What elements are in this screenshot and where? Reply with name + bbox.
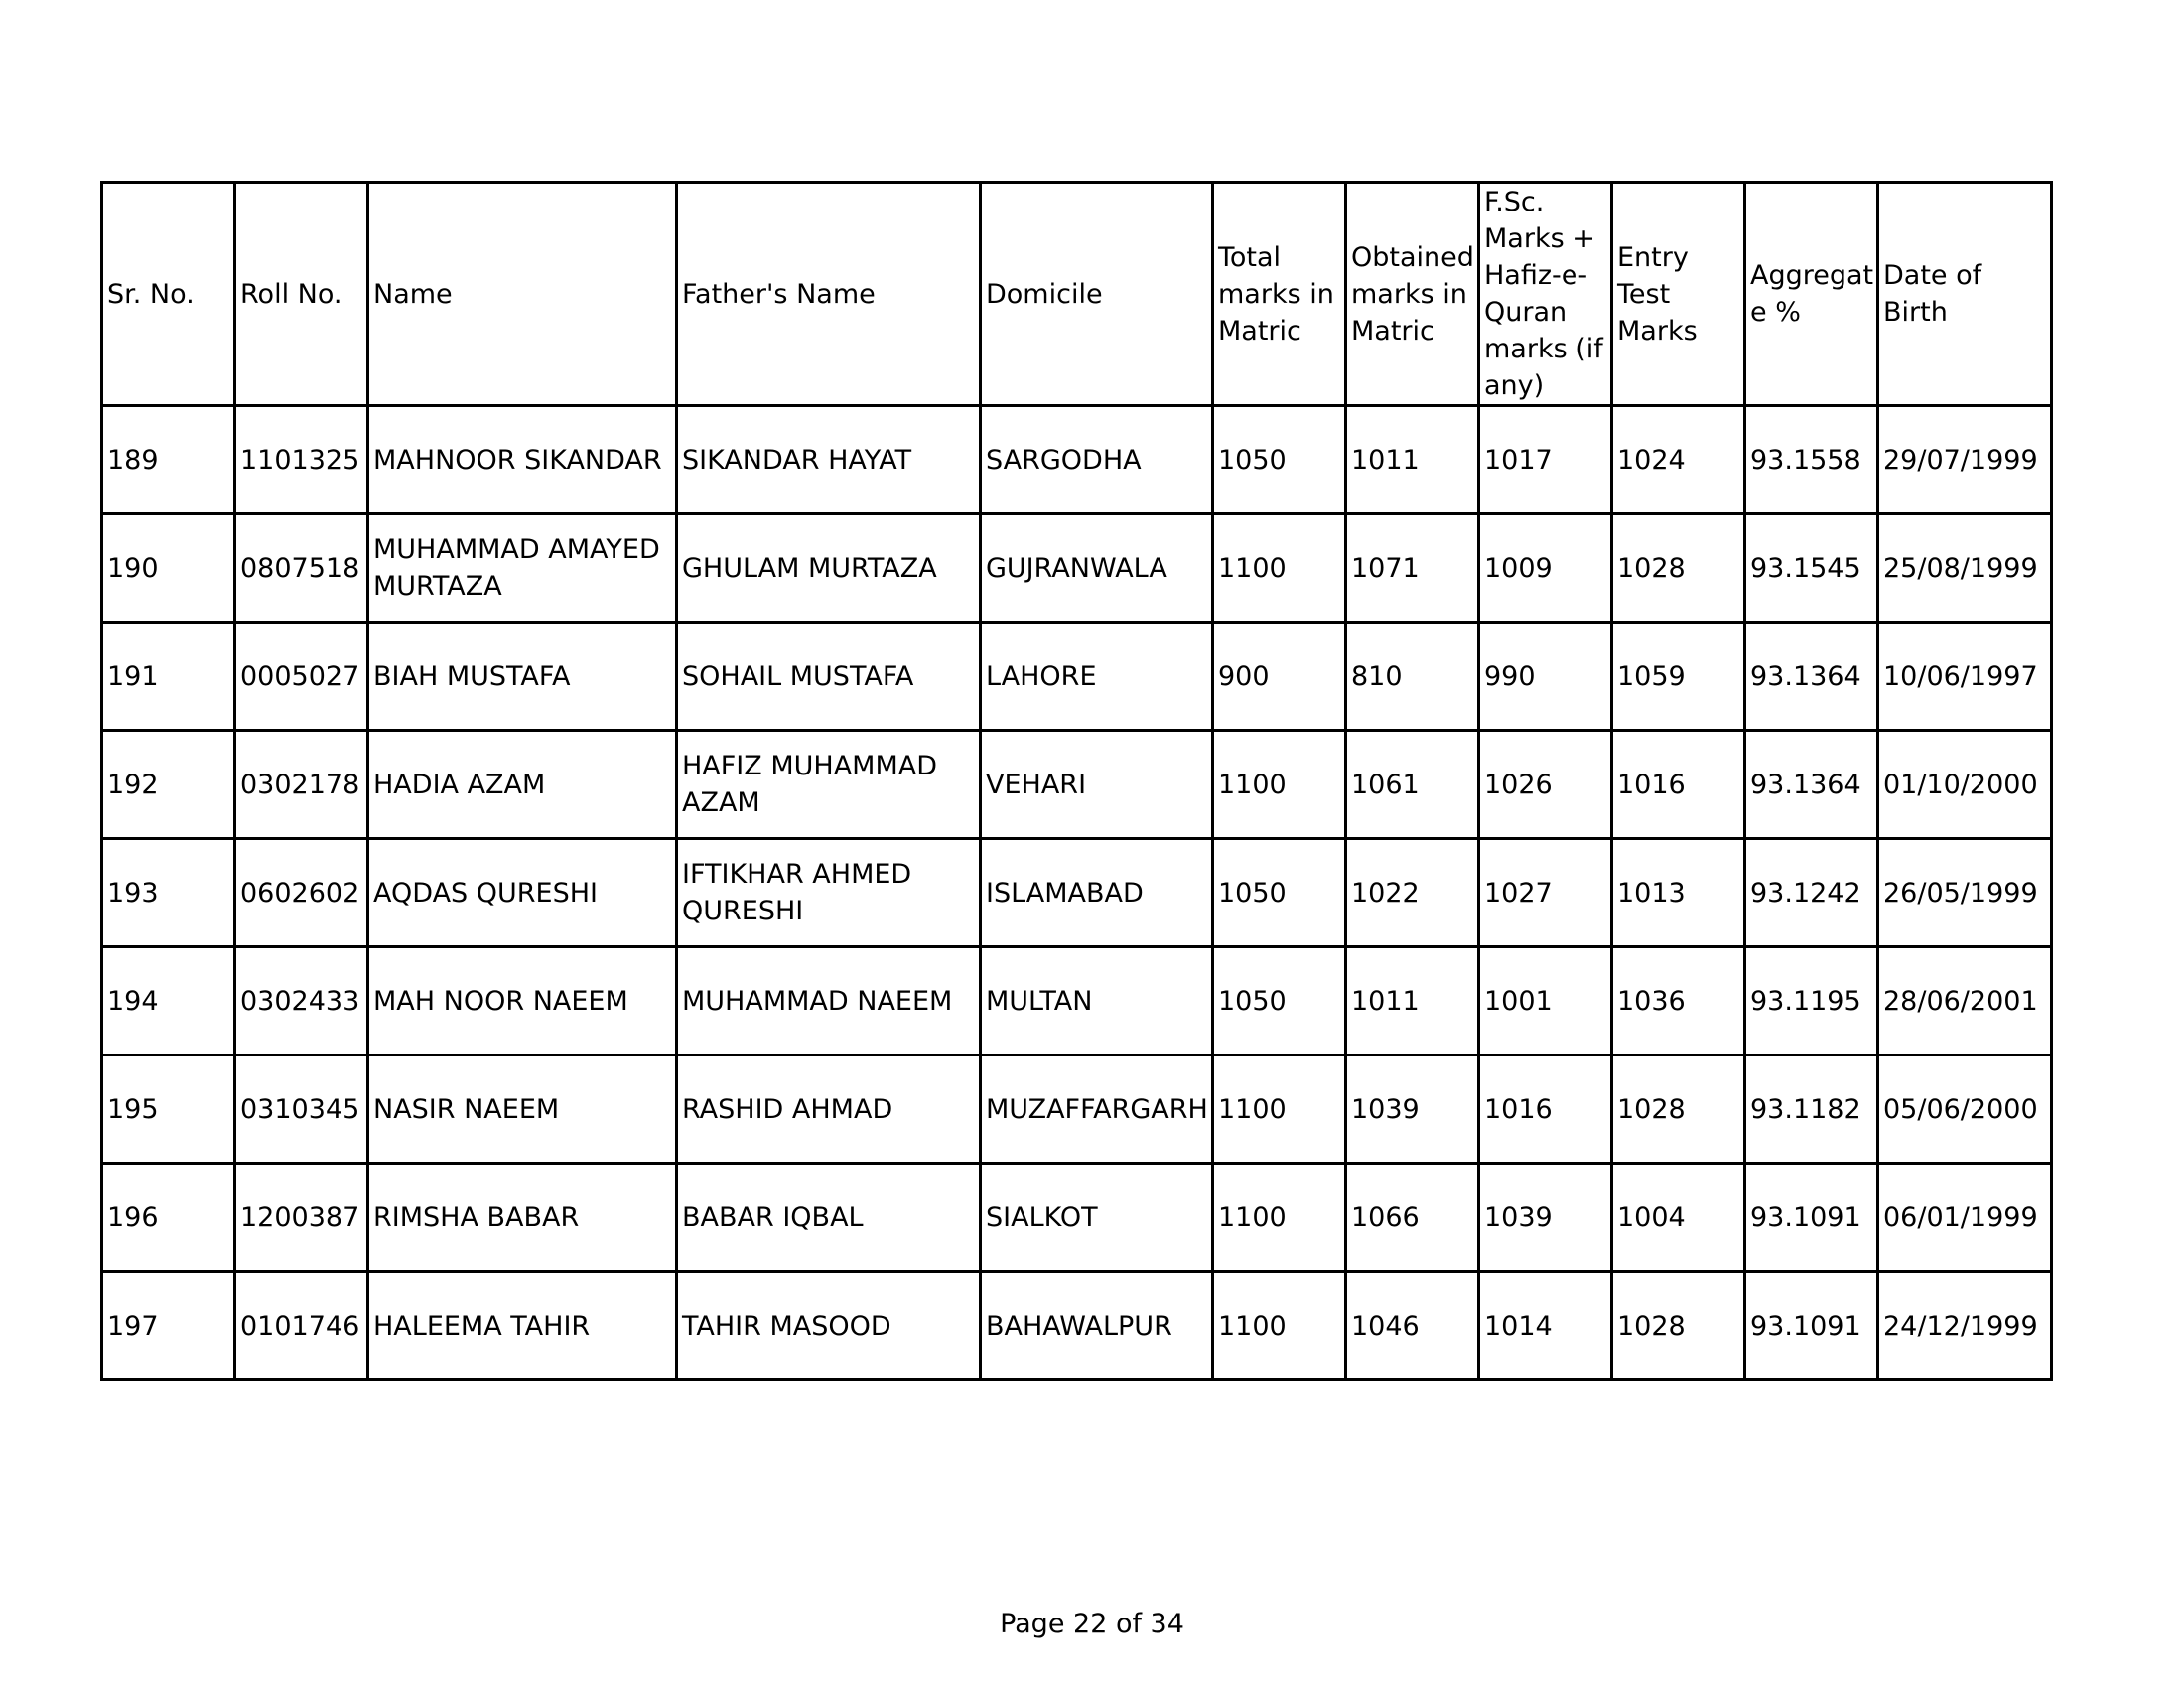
- page-number: Page 22 of 34: [1000, 1609, 1184, 1639]
- cell-date-of-birth: 24/12/1999: [1878, 1272, 2052, 1380]
- table-row: [102, 731, 2052, 839]
- cell-domicile: BAHAWALPUR: [981, 1272, 1213, 1380]
- cell-name: HALEEMA TAHIR: [368, 1272, 677, 1380]
- cell-total-matric: 1100: [1213, 1164, 1346, 1272]
- cell-fsc-marks: 1009: [1479, 514, 1612, 623]
- cell-aggregate: 93.1364: [1745, 623, 1878, 731]
- table-row: [102, 514, 2052, 623]
- cell-total-matric: 1100: [1213, 731, 1346, 839]
- header-date-of-birth: Date of Birth: [1878, 183, 2052, 406]
- cell-roll-no: 0310345: [235, 1055, 368, 1164]
- cell-fathers-name: GHULAM MURTAZA: [677, 514, 981, 623]
- table-row: [102, 623, 2052, 731]
- cell-roll-no: 0302433: [235, 947, 368, 1055]
- table-row: [102, 839, 2052, 947]
- cell-obtained-matric: 1022: [1346, 839, 1479, 947]
- cell-domicile: SARGODHA: [981, 406, 1213, 514]
- cell-domicile: MUZAFFARGARH: [981, 1055, 1213, 1164]
- cell-fathers-name: HAFIZ MUHAMMAD AZAM: [677, 731, 981, 839]
- cell-roll-no: 0302178: [235, 731, 368, 839]
- cell-name: BIAH MUSTAFA: [368, 623, 677, 731]
- header-total-matric: Total marks in Matric: [1213, 183, 1346, 406]
- cell-obtained-matric: 1046: [1346, 1272, 1479, 1380]
- cell-aggregate: 93.1242: [1745, 839, 1878, 947]
- cell-roll-no: 0602602: [235, 839, 368, 947]
- header-domicile: Domicile: [981, 183, 1213, 406]
- header-aggregate: Aggregate %: [1745, 183, 1878, 406]
- cell-total-matric: 1100: [1213, 514, 1346, 623]
- merit-list-table: [100, 181, 2053, 1381]
- cell-sr-no: 192: [102, 731, 235, 839]
- header-name: Name: [368, 183, 677, 406]
- cell-date-of-birth: 26/05/1999: [1878, 839, 2052, 947]
- cell-roll-no: 1101325: [235, 406, 368, 514]
- cell-aggregate: 93.1195: [1745, 947, 1878, 1055]
- header-sr-no: Sr. No.: [102, 183, 235, 406]
- cell-sr-no: 190: [102, 514, 235, 623]
- cell-total-matric: 1100: [1213, 1272, 1346, 1380]
- cell-fathers-name: RASHID AHMAD: [677, 1055, 981, 1164]
- cell-name: AQDAS QURESHI: [368, 839, 677, 947]
- cell-aggregate: 93.1364: [1745, 731, 1878, 839]
- cell-total-matric: 1050: [1213, 406, 1346, 514]
- table-row: [102, 1164, 2052, 1272]
- cell-domicile: VEHARI: [981, 731, 1213, 839]
- cell-sr-no: 189: [102, 406, 235, 514]
- cell-obtained-matric: 810: [1346, 623, 1479, 731]
- cell-aggregate: 93.1091: [1745, 1272, 1878, 1380]
- header-fsc-marks: F.Sc. Marks + Hafiz-e-Quran marks (if any): [1479, 183, 1612, 406]
- header-entry-test: Entry Test Marks: [1612, 183, 1745, 406]
- cell-entry-test: 1059: [1612, 623, 1745, 731]
- header-roll-no: Roll No.: [235, 183, 368, 406]
- cell-aggregate: 93.1182: [1745, 1055, 1878, 1164]
- cell-name: MUHAMMAD AMAYED MURTAZA: [368, 514, 677, 623]
- cell-name: HADIA AZAM: [368, 731, 677, 839]
- cell-date-of-birth: 28/06/2001: [1878, 947, 2052, 1055]
- cell-sr-no: 193: [102, 839, 235, 947]
- cell-sr-no: 195: [102, 1055, 235, 1164]
- cell-domicile: GUJRANWALA: [981, 514, 1213, 623]
- cell-fathers-name: SOHAIL MUSTAFA: [677, 623, 981, 731]
- cell-aggregate: 93.1558: [1745, 406, 1878, 514]
- cell-fsc-marks: 1017: [1479, 406, 1612, 514]
- cell-roll-no: 0005027: [235, 623, 368, 731]
- cell-fsc-marks: 1027: [1479, 839, 1612, 947]
- cell-roll-no: 0101746: [235, 1272, 368, 1380]
- cell-domicile: ISLAMABAD: [981, 839, 1213, 947]
- cell-fsc-marks: 1039: [1479, 1164, 1612, 1272]
- table-row: [102, 947, 2052, 1055]
- cell-roll-no: 1200387: [235, 1164, 368, 1272]
- cell-fathers-name: BABAR IQBAL: [677, 1164, 981, 1272]
- cell-obtained-matric: 1039: [1346, 1055, 1479, 1164]
- header-obtained-matric: Obtained marks in Matric: [1346, 183, 1479, 406]
- cell-aggregate: 93.1091: [1745, 1164, 1878, 1272]
- cell-fathers-name: IFTIKHAR AHMED QURESHI: [677, 839, 981, 947]
- cell-date-of-birth: 06/01/1999: [1878, 1164, 2052, 1272]
- cell-obtained-matric: 1061: [1346, 731, 1479, 839]
- table-header: [102, 183, 2052, 406]
- cell-fathers-name: SIKANDAR HAYAT: [677, 406, 981, 514]
- cell-date-of-birth: 25/08/1999: [1878, 514, 2052, 623]
- table-row: [102, 1272, 2052, 1380]
- cell-entry-test: 1028: [1612, 1055, 1745, 1164]
- cell-total-matric: 1050: [1213, 947, 1346, 1055]
- table-body: [102, 406, 2052, 1380]
- cell-name: RIMSHA BABAR: [368, 1164, 677, 1272]
- cell-name: NASIR NAEEM: [368, 1055, 677, 1164]
- cell-fsc-marks: 990: [1479, 623, 1612, 731]
- cell-date-of-birth: 01/10/2000: [1878, 731, 2052, 839]
- cell-obtained-matric: 1071: [1346, 514, 1479, 623]
- cell-domicile: SIALKOT: [981, 1164, 1213, 1272]
- cell-sr-no: 196: [102, 1164, 235, 1272]
- cell-date-of-birth: 29/07/1999: [1878, 406, 2052, 514]
- cell-entry-test: 1004: [1612, 1164, 1745, 1272]
- cell-name: MAHNOOR SIKANDAR: [368, 406, 677, 514]
- cell-fsc-marks: 1026: [1479, 731, 1612, 839]
- cell-sr-no: 194: [102, 947, 235, 1055]
- cell-entry-test: 1013: [1612, 839, 1745, 947]
- cell-obtained-matric: 1011: [1346, 947, 1479, 1055]
- cell-domicile: MULTAN: [981, 947, 1213, 1055]
- cell-fsc-marks: 1016: [1479, 1055, 1612, 1164]
- table-row: [102, 1055, 2052, 1164]
- cell-total-matric: 1050: [1213, 839, 1346, 947]
- cell-total-matric: 900: [1213, 623, 1346, 731]
- cell-sr-no: 191: [102, 623, 235, 731]
- cell-aggregate: 93.1545: [1745, 514, 1878, 623]
- cell-sr-no: 197: [102, 1272, 235, 1380]
- cell-domicile: LAHORE: [981, 623, 1213, 731]
- cell-date-of-birth: 05/06/2000: [1878, 1055, 2052, 1164]
- cell-entry-test: 1036: [1612, 947, 1745, 1055]
- cell-entry-test: 1028: [1612, 514, 1745, 623]
- cell-entry-test: 1024: [1612, 406, 1745, 514]
- cell-obtained-matric: 1011: [1346, 406, 1479, 514]
- cell-fathers-name: TAHIR MASOOD: [677, 1272, 981, 1380]
- cell-name: MAH NOOR NAEEM: [368, 947, 677, 1055]
- cell-fsc-marks: 1001: [1479, 947, 1612, 1055]
- cell-date-of-birth: 10/06/1997: [1878, 623, 2052, 731]
- cell-roll-no: 0807518: [235, 514, 368, 623]
- table-row: [102, 406, 2052, 514]
- cell-fsc-marks: 1014: [1479, 1272, 1612, 1380]
- header-fathers-name: Father's Name: [677, 183, 981, 406]
- header-row: [102, 183, 2052, 406]
- cell-entry-test: 1028: [1612, 1272, 1745, 1380]
- cell-entry-test: 1016: [1612, 731, 1745, 839]
- cell-fathers-name: MUHAMMAD NAEEM: [677, 947, 981, 1055]
- cell-obtained-matric: 1066: [1346, 1164, 1479, 1272]
- cell-total-matric: 1100: [1213, 1055, 1346, 1164]
